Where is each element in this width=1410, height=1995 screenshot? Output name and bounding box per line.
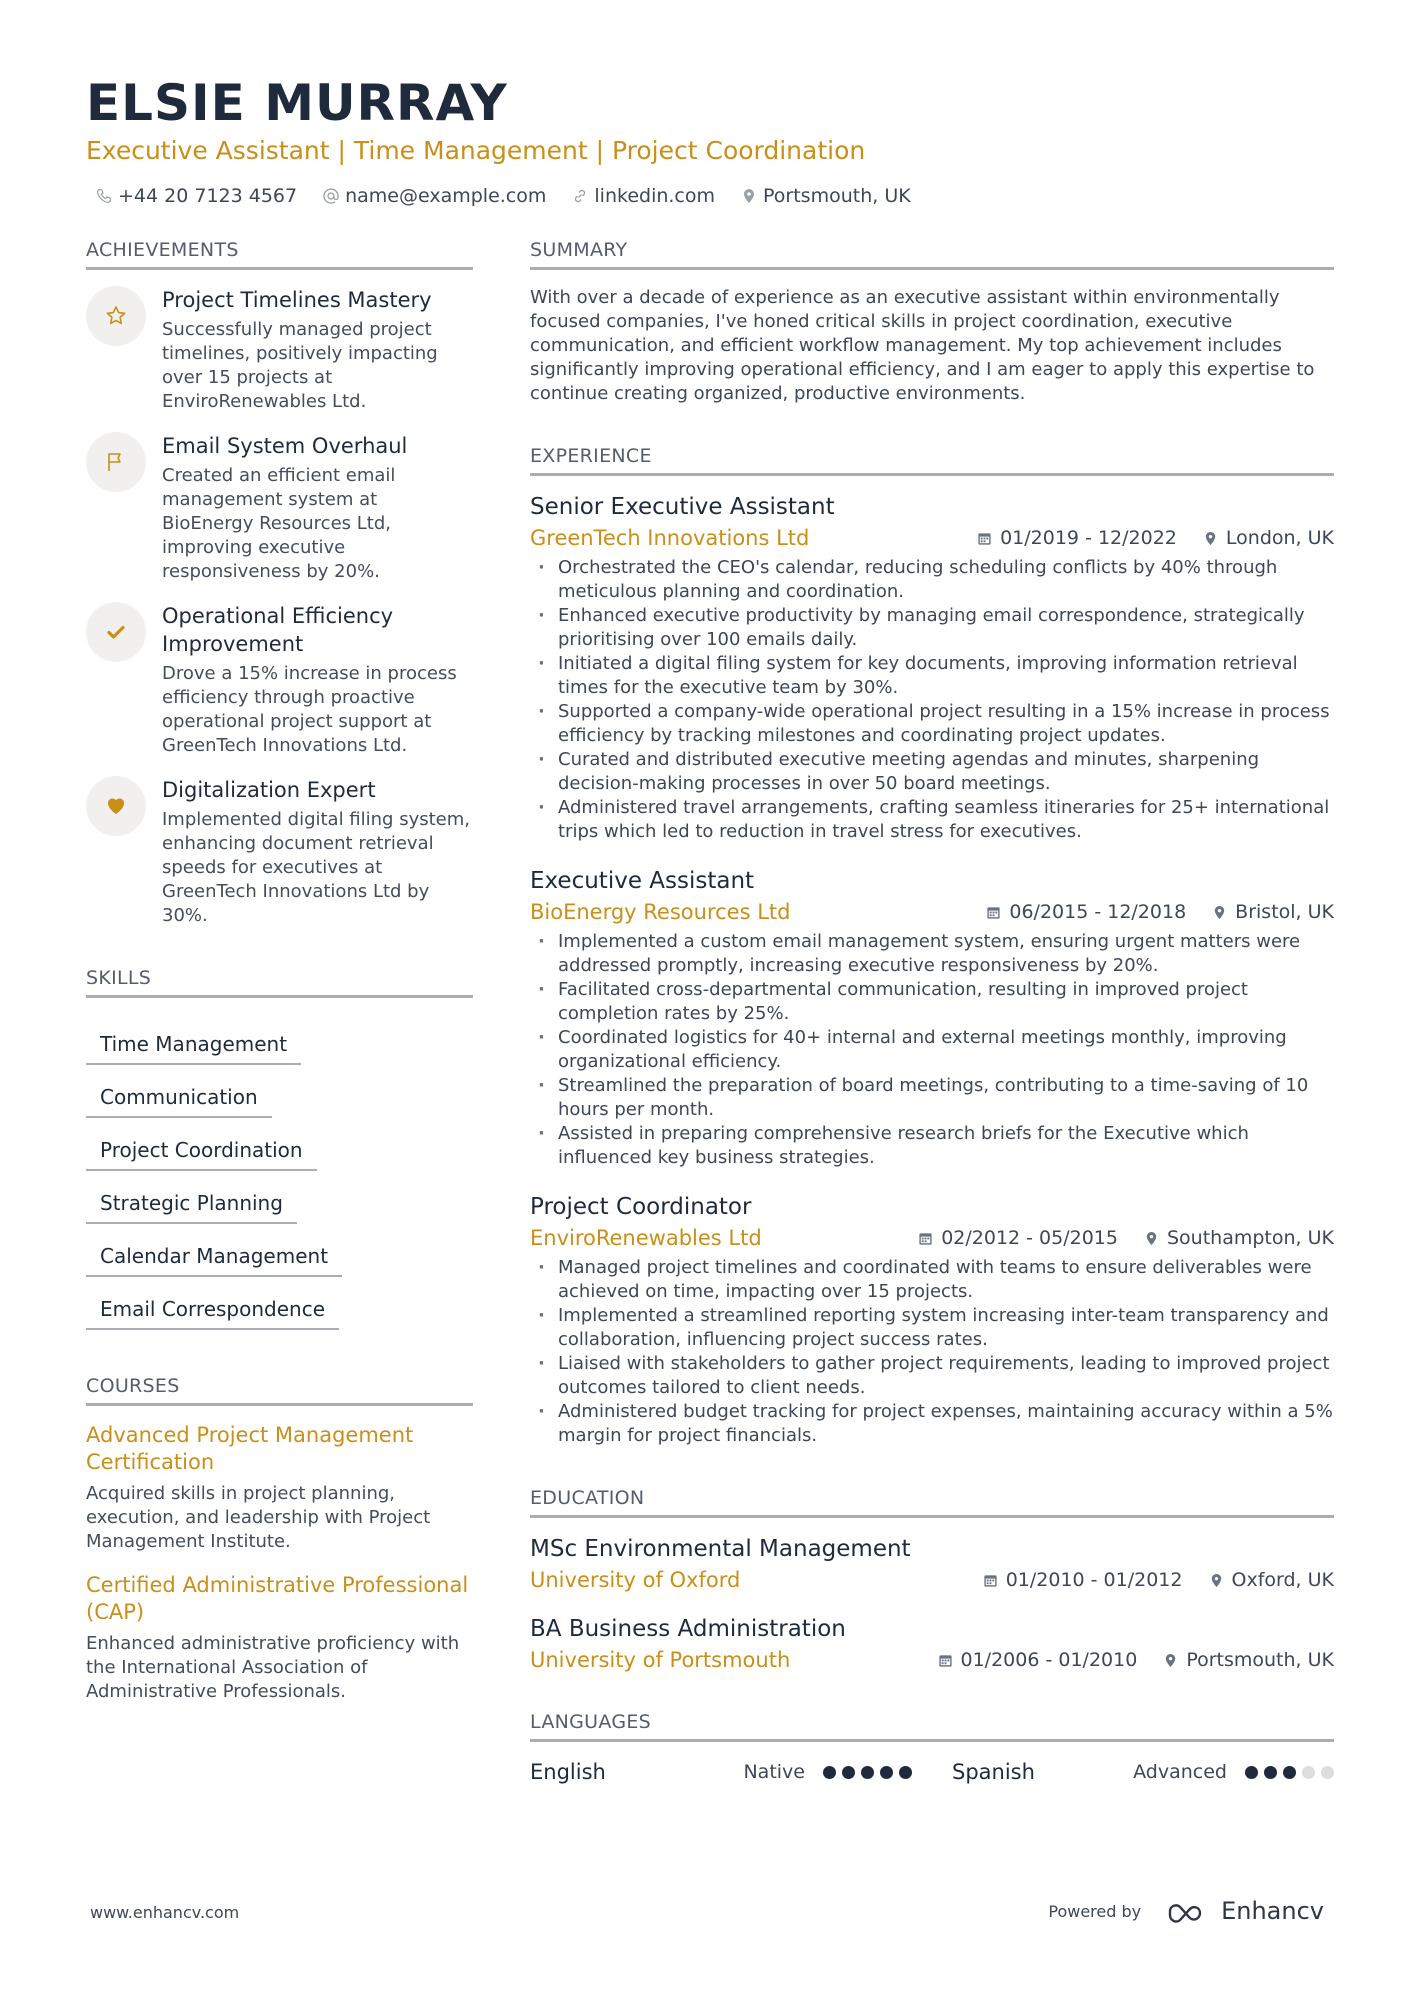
- job-bullets: [530, 1256, 1334, 1448]
- summary-text: With over a decade of experience as an executive assistant within environmentally focused companies, I've honed critical skills in project coordination, executive communication, and efficient workflow management. My top achievement includes significantly improving operational efficiency, and I am eager to apply this expertise to continue creating organized, productive environments.: [530, 287, 1315, 404]
- location-pin-icon: [1203, 531, 1218, 546]
- job-bullet: · Implemented a custom email management system, ensuring urgent matters were addressed promptly, increasing executive responsiveness by 20%.: [530, 930, 1334, 978]
- skill-tag: Time Management: [86, 1023, 301, 1065]
- job-bullet: · Assisted in preparing comprehensive research briefs for the Executive which influenced key business strategies.: [530, 1122, 1334, 1170]
- job-bullet: · Supported a company-wide operational project resulting in a 15% increase in process efficiency by tracking milestones and coordinating project updates.: [530, 700, 1334, 748]
- skill-tag: Email Correspondence: [86, 1288, 339, 1330]
- rating-dot-filled: [1245, 1766, 1258, 1779]
- location-pin-icon: [1163, 1653, 1178, 1668]
- job-bullet: · Coordinated logistics for 40+ internal and external meetings monthly, improving organizational efficiency.: [530, 1026, 1334, 1074]
- job-bullet: · Enhanced executive productivity by managing email correspondence, strategically prioritising over 100 emails daily.: [530, 604, 1334, 652]
- check-icon: [104, 620, 128, 644]
- location-pin-icon: [741, 188, 757, 204]
- job-location: London, UK: [1225, 527, 1334, 549]
- linkedin-text: linkedin.com: [594, 185, 716, 207]
- course-title: Advanced Project Management Certification: [86, 1423, 414, 1474]
- job-title: Executive Assistant: [530, 868, 755, 894]
- language-level: Advanced: [1133, 1761, 1227, 1783]
- job-bullet: · Curated and distributed executive meeting agendas and minutes, sharpening decision-making processes in over 50 board meetings.: [530, 748, 1334, 796]
- job-bullet: · Streamlined the preparation of board meetings, contributing to a time-saving of 10 hours per month.: [530, 1074, 1334, 1122]
- languages-list: [530, 1760, 1334, 1784]
- brand-name: Enhancv: [1221, 1897, 1324, 1925]
- location-pin-icon: [1209, 1573, 1224, 1588]
- contact-location: [741, 182, 911, 210]
- job-bullets: [530, 930, 1334, 1170]
- location-text: Portsmouth, UK: [763, 185, 911, 207]
- achievement-title: Email System Overhaul: [162, 434, 408, 458]
- job-bullet: · Liaised with stakeholders to gather project requirements, leading to improved project outcomes tailored to client needs.: [530, 1352, 1334, 1400]
- link-icon: [572, 188, 588, 204]
- course-title: Certified Administrative Professional (CAP): [86, 1573, 469, 1624]
- contact-email[interactable]: [323, 182, 546, 210]
- job-location: Bristol, UK: [1235, 901, 1334, 923]
- courses-title: COURSES: [86, 1374, 473, 1406]
- job-title: Senior Executive Assistant: [530, 494, 835, 520]
- rating-dot-filled: [1264, 1766, 1277, 1779]
- contact-bar: [86, 182, 1334, 210]
- candidate-name: ELSIE MURRAY: [86, 74, 508, 132]
- resume-page: [86, 72, 1334, 1784]
- calendar-icon: [977, 531, 992, 546]
- achievement-desc: Drove a 15% increase in process efficiency through proactive operational project support at GreenTech Innovations Ltd.: [162, 663, 457, 756]
- skills-list: [86, 1012, 473, 1330]
- rating-dot-filled: [899, 1766, 912, 1779]
- calendar-icon: [918, 1231, 933, 1246]
- school: University of Oxford: [530, 1568, 741, 1592]
- calendar-icon: [986, 905, 1001, 920]
- job-bullet: · Initiated a digital filing system for key documents, improving information retrieval times for the executive team by 30%.: [530, 652, 1334, 700]
- rating-dot-filled: [1283, 1766, 1296, 1779]
- calendar-icon: [938, 1653, 953, 1668]
- education-title: EDUCATION: [530, 1486, 1334, 1518]
- right-column: [530, 238, 1334, 1784]
- achievement-title: Digitalization Expert: [162, 778, 376, 802]
- achievements-title: ACHIEVEMENTS: [86, 238, 473, 270]
- language-name: English: [530, 1760, 606, 1784]
- rating-dot-filled: [861, 1766, 874, 1779]
- achievements-list: [86, 286, 473, 928]
- skill-tag: Strategic Planning: [86, 1182, 297, 1224]
- education-entry: [530, 1614, 1334, 1674]
- enhancv-logo-icon: [1167, 1899, 1213, 1923]
- powered-by-text: Powered by: [1048, 1901, 1142, 1921]
- left-column: [86, 238, 473, 1704]
- achievement-desc: Successfully managed project timelines, positively impacting over 15 projects at EnviroRenewables Ltd.: [162, 319, 438, 412]
- education-location: Portsmouth, UK: [1186, 1649, 1334, 1671]
- job-dates: 06/2015 - 12/2018: [1009, 901, 1187, 923]
- job-location: Southampton, UK: [1167, 1227, 1334, 1249]
- language-item: [530, 1760, 912, 1784]
- degree: MSc Environmental Management: [530, 1536, 911, 1562]
- rating-dot-filled: [842, 1766, 855, 1779]
- job-entry: [530, 1192, 1334, 1448]
- flag-icon: [104, 450, 128, 474]
- job-entry: [530, 866, 1334, 1170]
- achievement-title: Project Timelines Mastery: [162, 288, 432, 312]
- skill-tag: Calendar Management: [86, 1235, 342, 1277]
- language-level: Native: [743, 1761, 805, 1783]
- job-company: EnviroRenewables Ltd: [530, 1226, 762, 1250]
- achievement-item: [86, 776, 473, 928]
- contact-linkedin[interactable]: [572, 182, 715, 210]
- email-text: name@example.com: [345, 185, 547, 207]
- achievement-item: [86, 602, 473, 758]
- job-bullet: · Managed project timelines and coordinated with teams to ensure deliverables were achieved on time, impacting over 15 projects.: [530, 1256, 1334, 1304]
- language-rating: [823, 1766, 912, 1779]
- course-desc: Acquired skills in project planning, execution, and leadership with Project Management Institute.: [86, 1483, 431, 1552]
- phone-icon: [96, 188, 112, 204]
- experience-title: EXPERIENCE: [530, 444, 1334, 476]
- job-dates: 02/2012 - 05/2015: [941, 1227, 1118, 1249]
- footer-website[interactable]: www.enhancv.com: [90, 1903, 240, 1922]
- language-name: Spanish: [952, 1760, 1035, 1784]
- language-rating: [1245, 1766, 1334, 1779]
- school: University of Portsmouth: [530, 1648, 791, 1672]
- skill-tag: Communication: [86, 1076, 272, 1118]
- course-item: [86, 1572, 473, 1704]
- achievement-desc: Implemented digital filing system, enhancing document retrieval speeds for executives at GreenTech Innovations Ltd by 30%.: [162, 809, 470, 926]
- job-bullet: · Orchestrated the CEO's calendar, reducing scheduling conflicts by 40% through meticulous planning and coordination.: [530, 556, 1334, 604]
- at-icon: [323, 188, 339, 204]
- location-pin-icon: [1212, 905, 1227, 920]
- rating-dot-filled: [880, 1766, 893, 1779]
- job-title: Project Coordinator: [530, 1194, 752, 1220]
- phone-text: +44 20 7123 4567: [118, 185, 298, 207]
- rating-dot-empty: [1302, 1766, 1315, 1779]
- contact-phone[interactable]: [96, 182, 297, 210]
- achievement-desc: Created an efficient email management system at BioEnergy Resources Ltd, improving executive responsiveness by 20%.: [162, 465, 396, 582]
- brand-logo[interactable]: [1167, 1897, 1324, 1925]
- rating-dot-empty: [1321, 1766, 1334, 1779]
- location-pin-icon: [1144, 1231, 1159, 1246]
- skills-title: SKILLS: [86, 966, 473, 998]
- achievement-item: [86, 432, 473, 584]
- course-item: [86, 1422, 473, 1554]
- job-bullet: · Facilitated cross-departmental communication, resulting in improved project completion rates by 25%.: [530, 978, 1334, 1026]
- job-bullets: [530, 556, 1334, 844]
- rating-dot-filled: [823, 1766, 836, 1779]
- job-company: GreenTech Innovations Ltd: [530, 526, 810, 550]
- education-dates: 01/2006 - 01/2010: [960, 1649, 1138, 1671]
- course-desc: Enhanced administrative proficiency with the International Association of Administrative Professionals.: [86, 1633, 460, 1702]
- language-item: [952, 1760, 1334, 1784]
- star-icon: [104, 304, 128, 328]
- courses-list: [86, 1422, 473, 1704]
- job-bullet: · Implemented a streamlined reporting system increasing inter-team transparency and collaboration, influencing project success rates.: [530, 1304, 1334, 1352]
- job-entry: [530, 492, 1334, 844]
- job-company: BioEnergy Resources Ltd: [530, 900, 791, 924]
- degree: BA Business Administration: [530, 1616, 846, 1642]
- job-dates: 01/2019 - 12/2022: [1000, 527, 1177, 549]
- achievement-item: [86, 286, 473, 414]
- calendar-icon: [983, 1573, 998, 1588]
- skill-tag: Project Coordination: [86, 1129, 317, 1171]
- education-dates: 01/2010 - 01/2012: [1005, 1569, 1183, 1591]
- headline: Executive Assistant | Time Management | Project Coordination: [86, 136, 866, 165]
- summary-title: SUMMARY: [530, 238, 1334, 270]
- job-bullet: · Administered budget tracking for project expenses, maintaining accuracy within a 5% margin for project financials.: [530, 1400, 1334, 1448]
- achievement-title: Operational Efficiency Improvement: [162, 604, 394, 656]
- job-bullet: · Administered travel arrangements, crafting seamless itineraries for 25+ international trips which led to reduction in travel stress for executives.: [530, 796, 1334, 844]
- languages-title: LANGUAGES: [530, 1710, 1334, 1742]
- heart-icon: [104, 794, 128, 818]
- education-entry: [530, 1534, 1334, 1594]
- education-location: Oxford, UK: [1231, 1569, 1334, 1591]
